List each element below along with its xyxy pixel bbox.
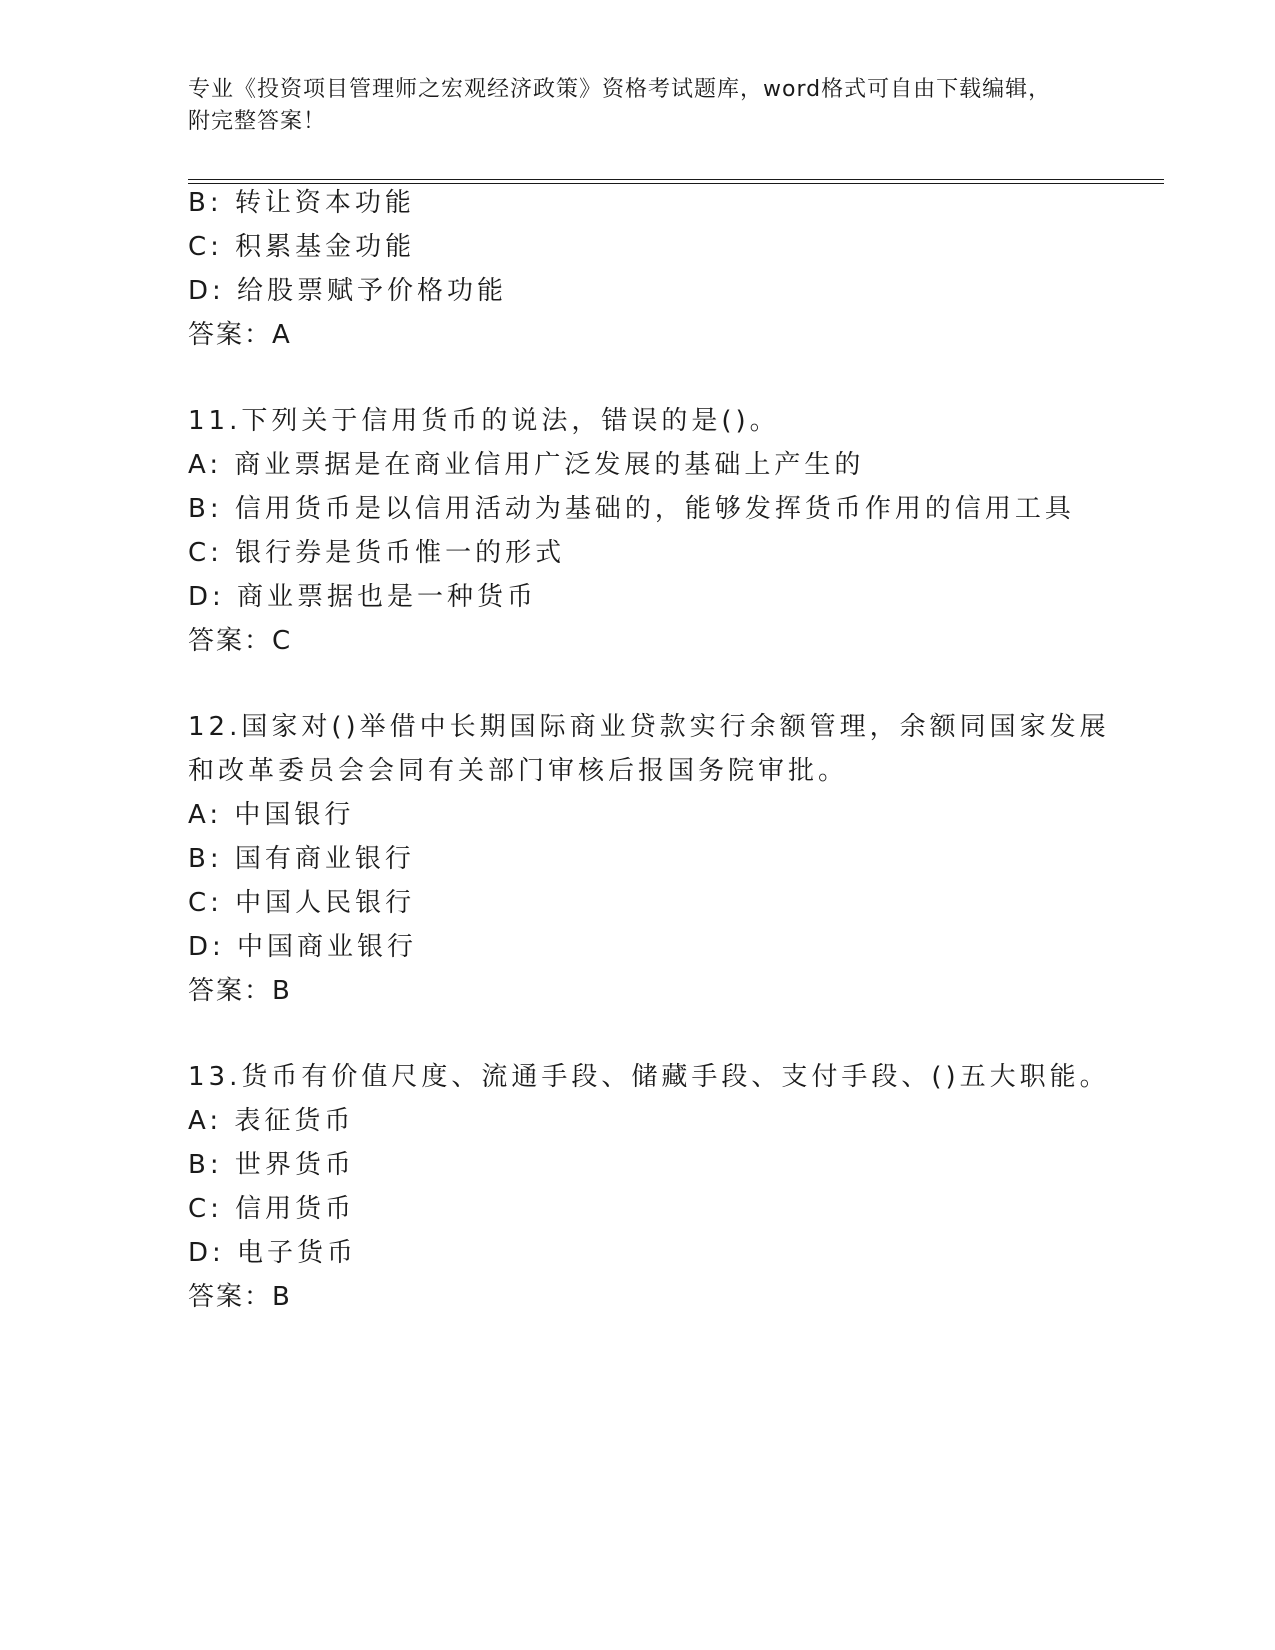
document-header: 专业《投资项目管理师之宏观经济政策》资格考试题库，word格式可自由下载编辑，附完整答案！ <box>188 77 1052 134</box>
option-b: B: 转让资本功能 <box>188 188 415 218</box>
answer-label: 答案：B <box>188 1282 292 1312</box>
question-12-stem-line2: 和改革委员会会同有关部门审核后报国务院审批。 <box>188 756 849 786</box>
option-a: A: 表征货币 <box>188 1106 355 1136</box>
answer-label: 答案：C <box>188 626 293 656</box>
question-12-stem-line1: 12.国家对()举借中长期国际商业贷款实行余额管理，余额同国家发展 <box>188 712 1110 742</box>
option-a: A: 商业票据是在商业信用广泛发展的基础上产生的 <box>188 450 865 480</box>
option-d: D: 给股票赋予价格功能 <box>188 276 508 306</box>
answer-label: 答案：B <box>188 976 292 1006</box>
option-c: C: 中国人民银行 <box>188 888 416 918</box>
answer-label: 答案：A <box>188 320 292 350</box>
option-b: B: 信用货币是以信用活动为基础的，能够发挥货币作用的信用工具 <box>188 494 1075 524</box>
option-d: D: 中国商业银行 <box>188 932 418 962</box>
header-rule-top <box>188 179 1164 180</box>
option-b: B: 世界货币 <box>188 1150 355 1180</box>
question-11-stem: 11.下列关于信用货币的说法，错误的是()。 <box>188 406 780 436</box>
header-rule-bottom <box>188 183 1164 184</box>
option-d: D: 商业票据也是一种货币 <box>188 582 538 612</box>
option-c: C: 银行券是货币惟一的形式 <box>188 538 566 568</box>
option-a: A: 中国银行 <box>188 800 355 830</box>
option-d: D: 电子货币 <box>188 1238 358 1268</box>
option-c: C: 积累基金功能 <box>188 232 416 262</box>
option-c: C: 信用货币 <box>188 1194 356 1224</box>
option-b: B: 国有商业银行 <box>188 844 415 874</box>
question-13-stem: 13.货币有价值尺度、流通手段、储藏手段、支付手段、()五大职能。 <box>188 1062 1110 1092</box>
